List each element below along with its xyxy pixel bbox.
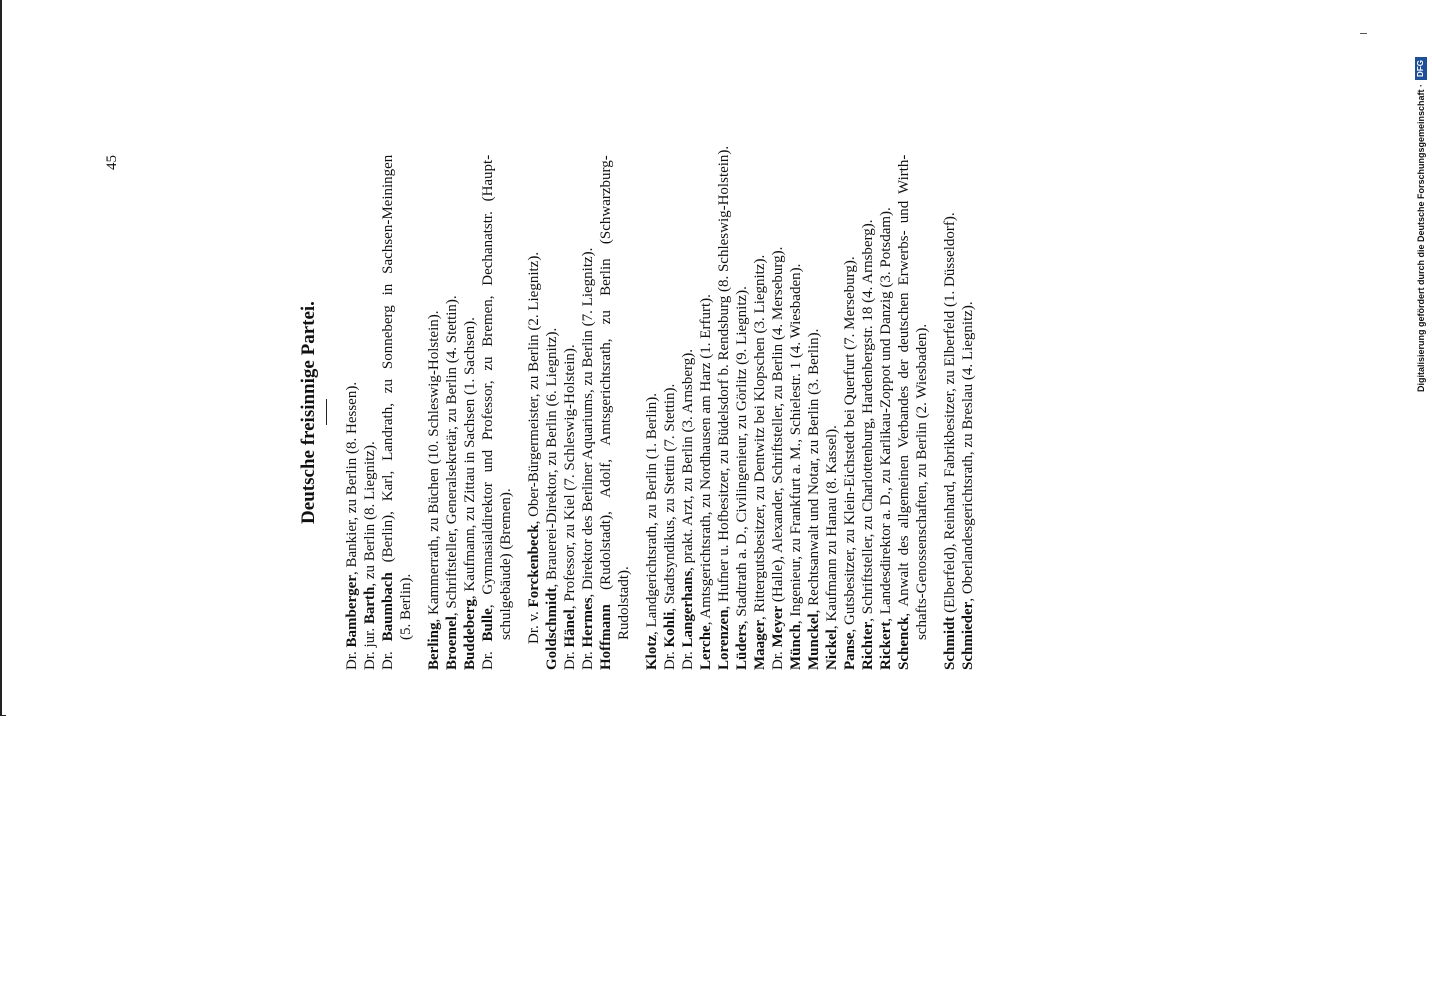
entry-line [769, 155, 787, 670]
member-name: Forckenbeck [526, 524, 542, 608]
entry-continuation [615, 155, 633, 670]
entry-line-text [361, 441, 379, 670]
title-prefix: Dr. [380, 641, 396, 670]
member-details: , Amtsgerichtsrath, zu Nordhausen am Harz (1. Erfurt). [698, 294, 714, 626]
member-entry [733, 155, 751, 670]
entry-line [787, 155, 805, 670]
member-details: (Rudolstadt), Adolf, Amtsgerichtsrath, zu Berlin (Schwarzburg- [598, 155, 614, 605]
entry-line [525, 155, 543, 670]
title-prefix: Dr. [344, 647, 360, 670]
dfg-logo: DFG [1415, 57, 1427, 80]
member-entry [443, 155, 461, 670]
entry-line [959, 155, 977, 670]
entry-continuation-text: schulgebäude) (Bremen). [498, 488, 514, 640]
member-name: Klotz [644, 635, 660, 670]
member-name: Berling [426, 622, 442, 670]
title-prefix: Dr. [480, 641, 496, 670]
entry-line-text [877, 207, 895, 670]
entry-group [525, 155, 633, 670]
member-name: Bulle [480, 608, 496, 642]
entry-line-text [715, 146, 733, 670]
member-entry [679, 155, 697, 670]
member-details: , Landesdirektor a. D., zu Karlikau-Zoppot und Danzig (3. Potsdam). [878, 207, 894, 622]
member-details: , Landgerichtsrath, zu Berlin (1. Berlin). [644, 392, 660, 635]
title-prefix: Dr. [562, 647, 578, 670]
member-details: (Berlin), Karl, Landrath, zu Sonneberg in Sachsen-Meiningen [380, 154, 396, 573]
member-entry [769, 155, 787, 670]
entry-line [679, 155, 697, 670]
member-entry [643, 155, 661, 670]
entry-line-text [697, 294, 715, 670]
member-entry [343, 155, 361, 670]
entry-line-text [425, 310, 443, 670]
member-details: , Professor, zu Kiel (7. Schleswig-Holstein). [562, 344, 578, 610]
entry-line-text [805, 329, 823, 670]
member-name: Buddeberg [462, 599, 478, 670]
entry-line [597, 155, 615, 670]
credit-text: Digitalisierung gefördert durch die Deutsche Forschungsgemeinschaft · [1416, 83, 1426, 392]
member-name: Schmieder [960, 601, 976, 670]
entry-line [661, 155, 679, 670]
entry-line [715, 145, 733, 670]
entry-line [823, 155, 841, 670]
member-details: , Stadtsyndikus, zu Stettin (7. Stettin). [662, 383, 678, 612]
entry-line [343, 155, 361, 670]
member-entry [543, 155, 561, 670]
entry-line-text [895, 155, 913, 670]
member-name: Richter [860, 621, 876, 670]
entry-line-text [959, 301, 977, 670]
entry-line [379, 155, 397, 670]
entry-line [877, 155, 895, 670]
member-name: Goldschmidt [544, 587, 560, 670]
member-details: , Gymnasialdirektor und Professor, zu Bremen, Dechanatstr. (Haupt- [480, 154, 496, 609]
member-entry [479, 155, 515, 670]
member-entry [425, 155, 443, 670]
entry-line-text [379, 155, 397, 670]
page-title: Deutsche freisinnige Partei. [298, 301, 319, 524]
entry-line-text [343, 382, 361, 670]
member-details: , Oberlandesgerichtsrath, zu Breslau (4. Liegnitz). [960, 301, 976, 602]
member-details: , Ober-Bürgermeister, zu Berlin (2. Liegnitz). [526, 251, 542, 525]
member-name: Maager [752, 620, 768, 670]
entry-group [941, 155, 977, 670]
entry-line-text [787, 264, 805, 670]
entry-line-text [579, 248, 597, 670]
title-prefix: Dr. jur. [362, 624, 378, 670]
member-entry [597, 155, 633, 670]
entry-line-text [859, 219, 877, 670]
entry-line-text [733, 286, 751, 670]
entry-line-text [443, 295, 461, 670]
member-entry [895, 155, 931, 670]
member-name: Broemel [444, 616, 460, 670]
entry-line [733, 155, 751, 670]
title-prefix: Dr. [662, 647, 678, 670]
member-entry [751, 155, 769, 670]
scanned-page [95, 90, 995, 690]
member-name: Hermes [580, 597, 596, 648]
entry-group [643, 145, 931, 670]
entry-line [461, 155, 479, 670]
entry-line [443, 155, 461, 670]
member-name: Rickert [878, 621, 894, 670]
entry-line [643, 155, 661, 670]
entry-continuation [497, 155, 515, 670]
entry-line [941, 155, 959, 670]
member-entry [561, 155, 579, 670]
member-entry [379, 155, 415, 670]
member-details: , Gutsbesitzer, zu Klein-Eichstedt bei Querfurt (7. Merseburg). [842, 256, 858, 633]
entry-line-text [543, 328, 561, 670]
member-details: , Direktor des Berliner Aquariums, zu Berlin (7. Liegnitz). [580, 247, 596, 598]
entry-line [751, 155, 769, 670]
entry-line [841, 155, 859, 670]
page-number: 45 [104, 155, 120, 170]
entry-line-text [941, 212, 959, 670]
member-name: Barth [362, 586, 378, 625]
entry-continuation [397, 155, 415, 670]
entry-line-text [661, 384, 679, 670]
entry-line-text [841, 256, 859, 670]
member-name: Bamberger [344, 575, 360, 648]
member-name: Lüders [734, 624, 750, 670]
member-entry [941, 155, 959, 670]
entry-line [697, 155, 715, 670]
member-name: Lorenzen [716, 609, 732, 670]
member-entry [787, 155, 805, 670]
member-details: , prakt. Arzt, zu Berlin (3. Arnsberg). [680, 349, 696, 571]
member-details: (Halle), Alexander, Schriftsteller, zu Berlin (4. Merseburg). [770, 246, 786, 606]
member-details: , Stadtrath a. D., Civilingenieur, zu Görlitz (9. Liegnitz). [734, 286, 750, 625]
member-details: , Schriftsteller, zu Charlottenburg, Hardenbergstr. 18 (4. Arnsberg). [860, 219, 876, 622]
member-details: , Brauerei-Direktor, zu Berlin (6. Liegnitz). [544, 327, 560, 588]
entry-line-text [769, 247, 787, 670]
member-name: Schenck [896, 616, 912, 670]
title-rule [326, 399, 327, 425]
member-details: , Hufner u. Hofbesitzer, zu Büdelsdorf b. Rendsburg (8. Schleswig-Holstein). [716, 145, 732, 610]
entry-group [343, 155, 415, 670]
member-name: Münch [788, 624, 804, 670]
member-details: , Anwalt des allgemeinen Verbandes der deutschen Erwerbs- und Wirth- [896, 154, 912, 617]
title-prefix: Dr. v. [526, 607, 542, 644]
member-entry [715, 145, 733, 670]
member-details: , Rittergutsbesitzer, zu Dentwitz bei Klopschen (3. Liegnitz). [752, 254, 768, 621]
scan-mark [1360, 33, 1367, 34]
member-entry [525, 155, 543, 670]
member-name: Kohli [662, 611, 678, 648]
member-details: , Schriftsteller, Generalsekretär, zu Berlin (4. Stettin). [444, 295, 460, 617]
member-entry [877, 155, 895, 670]
member-entry [959, 155, 977, 670]
member-entry [805, 155, 823, 670]
title-prefix: Dr. [580, 647, 596, 670]
entry-line-text [751, 255, 769, 670]
digitization-credit [1413, 7, 1429, 392]
member-name: Panse [842, 632, 858, 670]
entry-line [425, 155, 443, 670]
entry-line-text [679, 349, 697, 670]
member-details: , Rechtsanwalt und Notar, zu Berlin (3. Berlin). [806, 328, 822, 614]
entry-continuation [913, 155, 931, 670]
entry-line [361, 155, 379, 670]
entry-line-text [561, 344, 579, 670]
member-entry [841, 155, 859, 670]
entry-continuation-text: schafts-Genossenschaften, zu Berlin (2. Wiesbaden). [914, 323, 930, 640]
member-entry [579, 155, 597, 670]
member-name: Munckel [806, 613, 822, 670]
entry-line [479, 155, 497, 670]
member-name: Langerhans [680, 570, 696, 648]
member-entry [461, 155, 479, 670]
entry-line [561, 155, 579, 670]
entry-line-text [461, 317, 479, 670]
entry-continuation-text: (5. Berlin). [398, 573, 414, 640]
member-entry [697, 155, 715, 670]
member-details: (Elberfeld), Reinhard, Fabrikbesitzer, zu Elberfeld (1. Düsseldorf). [942, 212, 958, 617]
entry-line [543, 155, 561, 670]
member-entry [661, 155, 679, 670]
entry-line-text [643, 393, 661, 670]
member-details: , Kammerrath, zu Büchen (10. Schleswig-Holstein). [426, 310, 442, 623]
member-name: Nickel [824, 629, 840, 670]
member-name: Lerche [698, 625, 714, 670]
title-prefix: Dr. [770, 647, 786, 670]
entry-line [859, 155, 877, 670]
entry-continuation-text: Rudolstadt). [616, 566, 632, 640]
member-details: , Kaufmann zu Hanau (8. Kassel). [824, 425, 840, 630]
entry-line [895, 155, 913, 670]
member-details: , Bankier, zu Berlin (8. Hessen). [344, 381, 360, 576]
entry-line [805, 155, 823, 670]
member-entry [361, 155, 379, 670]
member-name: Schmidt [942, 616, 958, 670]
member-entry [859, 155, 877, 670]
entry-line-text [525, 252, 543, 644]
member-list [343, 145, 977, 670]
member-details: , zu Berlin (8. Liegnitz). [362, 441, 378, 587]
member-details: , Ingenieur, zu Frankfurt a. M., Schielestr. 1 (4. Wiesbaden). [788, 263, 804, 625]
entry-line-text [479, 155, 497, 670]
title-prefix: Dr. [680, 647, 696, 670]
member-name: Meyer [770, 605, 786, 648]
entry-line-text [597, 155, 615, 670]
member-entry [823, 155, 841, 670]
member-name: Hänel [562, 609, 578, 648]
scan-edge-line [0, 0, 2, 716]
scan-edge-tick [0, 715, 6, 716]
entry-line-text [823, 425, 841, 670]
member-details: , Kaufmann, zu Zittau in Sachsen (1. Sachsen). [462, 317, 478, 600]
member-name: Baumbach [380, 572, 396, 642]
member-name: Hoffmann [598, 604, 614, 670]
entry-line [579, 155, 597, 670]
entry-group [425, 155, 515, 670]
